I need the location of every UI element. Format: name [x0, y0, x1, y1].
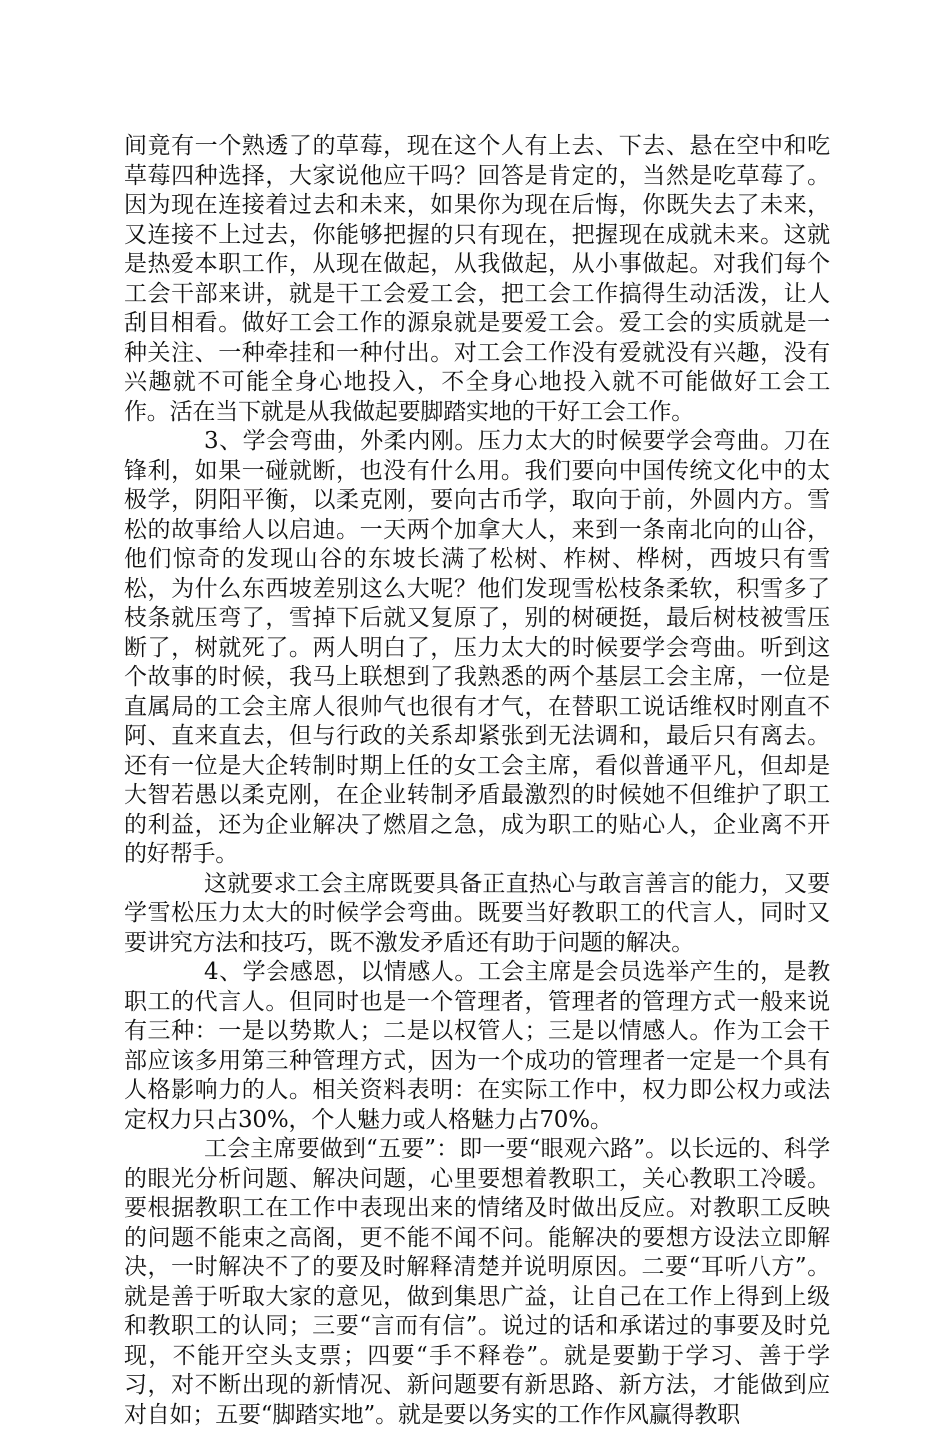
paragraph-learn-to-bend: 3、学会弯曲，外柔内刚。压力太大的时候要学会弯曲。刀在锋利，如果一碰就断，也没有什么用。我们要向中国传统文化中的太极学，阴阳平衡，以柔克刚，要向古币学，取向于前，外圆内方。雪松的故事给人以启迪。一天两个加拿大人，来到一条南北向的山谷，他们惊奇的发现山谷的东坡长满了松树、柞树、桦树，西坡只有雪松，为什么东西坡差别这么大呢？他们发现雪松枝条柔软，积雪多了枝条就压弯了，雪掉下后就又复原了，别的树硬挺，最后树枝被雪压断了，树就死了。两人明白了，压力太大的时候要学会弯曲。听到这个故事的时候，我马上联想到了我熟悉的两个基层工会主席，一位是直属局的工会主席人很帅气也很有才气，在替职工说话维权时刚直不阿、直来直去，但与行政的关系却紧张到无法调和，最后只有离去。还有一位是大企转制时期上任的女工会主席，看似普通平凡，但却是大智若愚以柔克刚，在企业转制矛盾最激烈的时候她不但维护了职工的利益，还为企业解决了燃眉之急，成为职工的贴心人，企业离不开的好帮手。: [124, 428, 830, 867]
paragraph-union-chair-requirements: 这就要求工会主席既要具备正直热心与敢言善言的能力，又要学雪松压力太大的时候学会弯曲。既要当好教职工的代言人，同时又要讲究方法和技巧，既不激发矛盾还有助于问题的解决。: [124, 870, 830, 956]
document-page: [124, 132, 830, 1430]
paragraph-strawberry-story: 间竟有一个熟透了的草莓，现在这个人有上去、下去、悬在空中和吃草莓四种选择，大家说他应干吗？回答是肯定的，当然是吃草莓了。因为现在连接着过去和未来，如果你为现在后悔，你既失去了未来，又连接不上过去，你能够把握的只有现在，把握现在成就未来。这就是热爱本职工作，从现在做起，从我做起，从小事做起。对我们每个工会干部来讲，就是干工会爱工会，把工会工作搞得生动活泼，让人刮目相看。做好工会工作的源泉就是要爱工会。爱工会的实质就是一种关注、一种牵挂和一种付出。对工会工作没有爱就没有兴趣，没有兴趣就不可能全身心地投入，不全身心地投入就不可能做好工会工作。活在当下就是从我做起要脚踏实地的干好工会工作。: [124, 133, 830, 425]
paragraph-five-musts: 工会主席要做到“五要”：即一要“眼观六路”。以长远的、科学的眼光分析问题、解决问题，心里要想着教职工，关心教职工冷暖。要根据教职工在工作中表现出来的情绪及时做出反应。对教职工反映的问题不能束之高阁，更不能不闻不问。能解决的要想方设法立即解决，一时解决不了的要及时解释清楚并说明原因。二要“耳听八方”。就是善于听取大家的意见，做到集思广益，让自己在工作上得到上级和教职工的认同；三要“言而有信”。说过的话和承诺过的事要及时兑现，不能开空头支票；四要“手不释卷”。就是要勤于学习、善于学习，对不断出现的新情况、新问题要有新思路、新方法，才能做到应对自如；五要“脚踏实地”。就是要以务实的工作作风赢得教职: [124, 1136, 830, 1428]
paragraph-gratitude: 4、学会感恩，以情感人。工会主席是会员选举产生的，是教职工的代言人。但同时也是一个管理者，管理者的管理方式一般来说有三种：一是以势欺人；二是以权管人；三是以情感人。作为工会干部应该多用第三种管理方式，因为一个成功的管理者一定是一个具有人格影响力的人。相关资料表明：在实际工作中，权力即公权力或法定权力只占30%，个人魅力或人格魅力占70%。: [124, 959, 830, 1133]
